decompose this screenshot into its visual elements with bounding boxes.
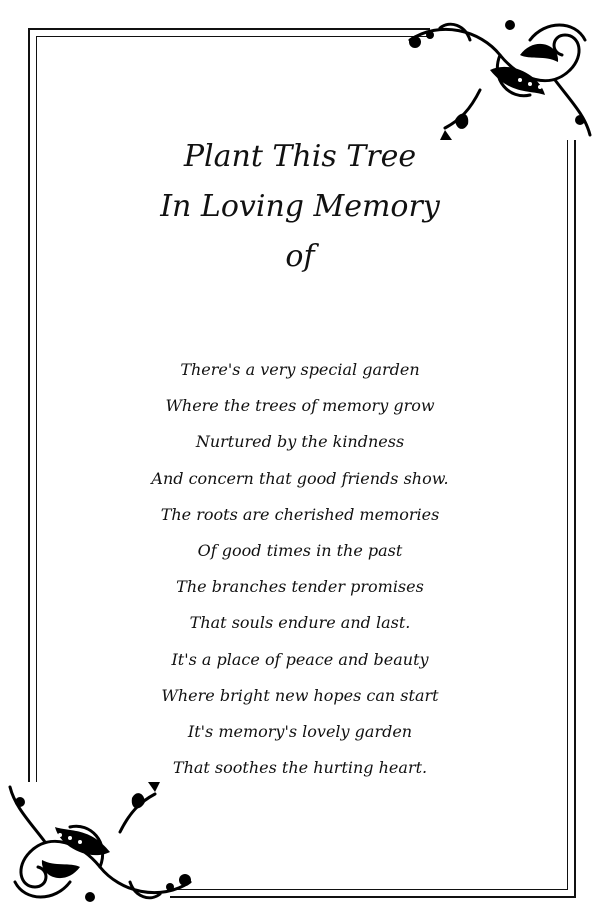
poem-line: That soothes the hurting heart.: [172, 758, 428, 778]
poem-line: Of good times in the past: [197, 540, 403, 560]
title-line: of: [285, 239, 315, 274]
poem-line: The branches tender promises: [176, 577, 424, 597]
poem-line: The roots are cherished memories: [160, 504, 440, 524]
poem: [0, 352, 600, 786]
poem-line: That souls endure and last.: [189, 613, 411, 633]
page-title: [0, 132, 600, 282]
title-line: In Loving Memory: [160, 189, 440, 224]
poem-line: And concern that good friends show.: [151, 468, 449, 488]
poem-line: It's a place of peace and beauty: [171, 649, 429, 669]
poem-line: Where bright new hopes can start: [161, 685, 439, 705]
title-line: Plant This Tree: [183, 139, 417, 174]
poem-line: Nurtured by the kindness: [195, 432, 405, 452]
poem-line: There's a very special garden: [180, 360, 420, 379]
poem-line: Where the trees of memory grow: [165, 396, 435, 416]
poem-line: It's memory's lovely garden: [187, 721, 413, 741]
